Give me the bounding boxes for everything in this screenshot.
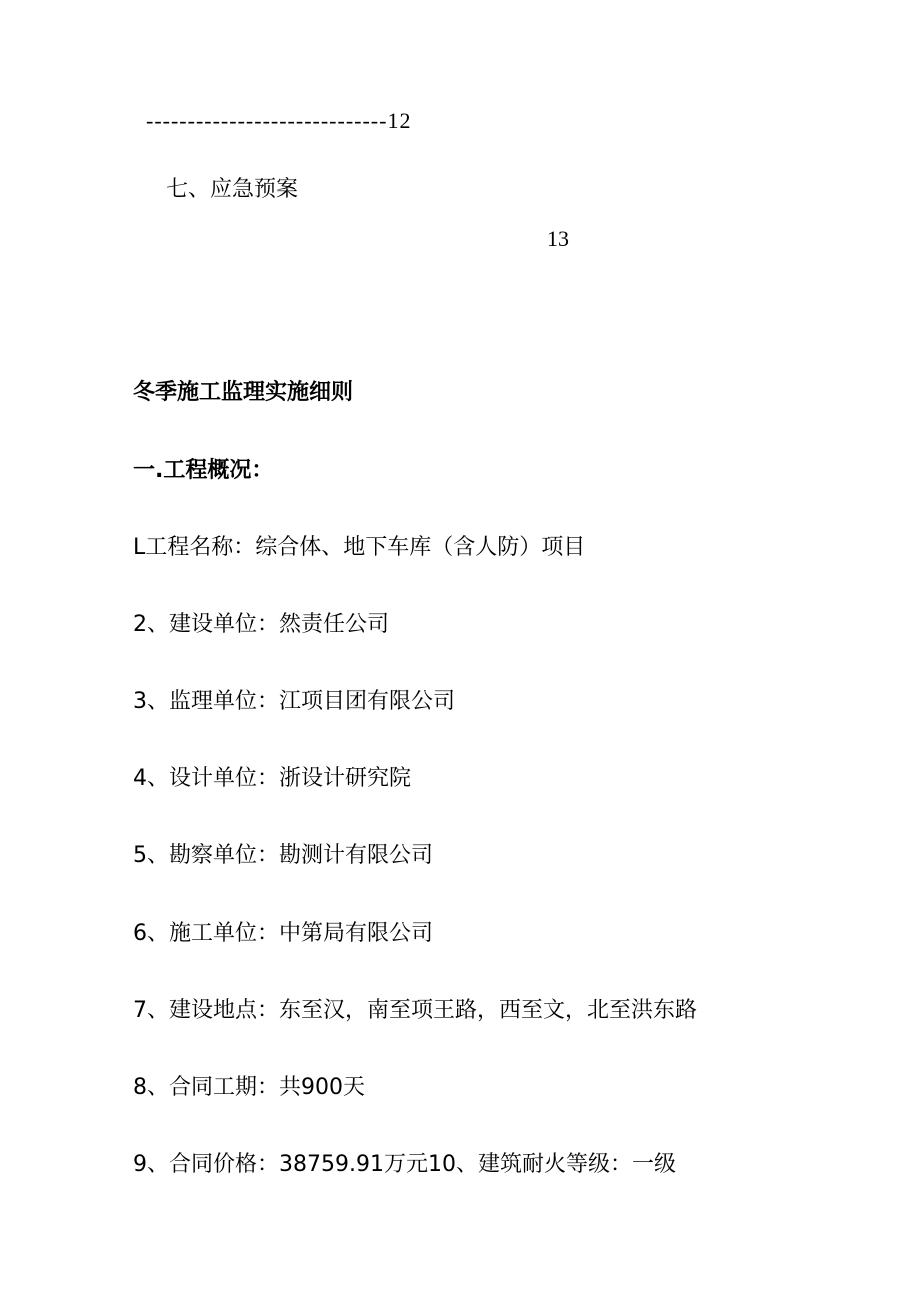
list-item-site-location: 7、建设地点：东至汉，南至项王路，西至文，北至洪东路 <box>133 998 697 1023</box>
document-title: 冬季施工监理实施细则 <box>133 380 354 405</box>
list-item-contract-price: 9、合同价格：38759.91万元10、建筑耐火等级：一级 <box>133 1152 676 1177</box>
toc-dash-leader-line: -----------------------------12 <box>146 108 412 133</box>
toc-page-number: 13 <box>547 226 569 251</box>
list-item-project-name: L工程名称：综合体、地下车库（含人防）项目 <box>133 535 586 560</box>
list-item-supervision-unit: 3、监理单位：江项目团有限公司 <box>133 689 455 714</box>
list-item-survey-unit: 5、勘察单位：勘测计有限公司 <box>133 843 433 868</box>
section-heading-project-overview: 一.工程概况： <box>133 458 274 483</box>
list-item-design-unit: 4、设计单位：浙设计研究院 <box>133 766 411 791</box>
toc-item-emergency-plan: 七、应急预案 <box>166 177 299 202</box>
list-item-contract-duration: 8、合同工期：共900天 <box>133 1075 365 1100</box>
list-item-contractor: 6、施工单位：中第局有限公司 <box>133 921 433 946</box>
list-item-construction-unit: 2、建设单位：然责任公司 <box>133 612 389 637</box>
